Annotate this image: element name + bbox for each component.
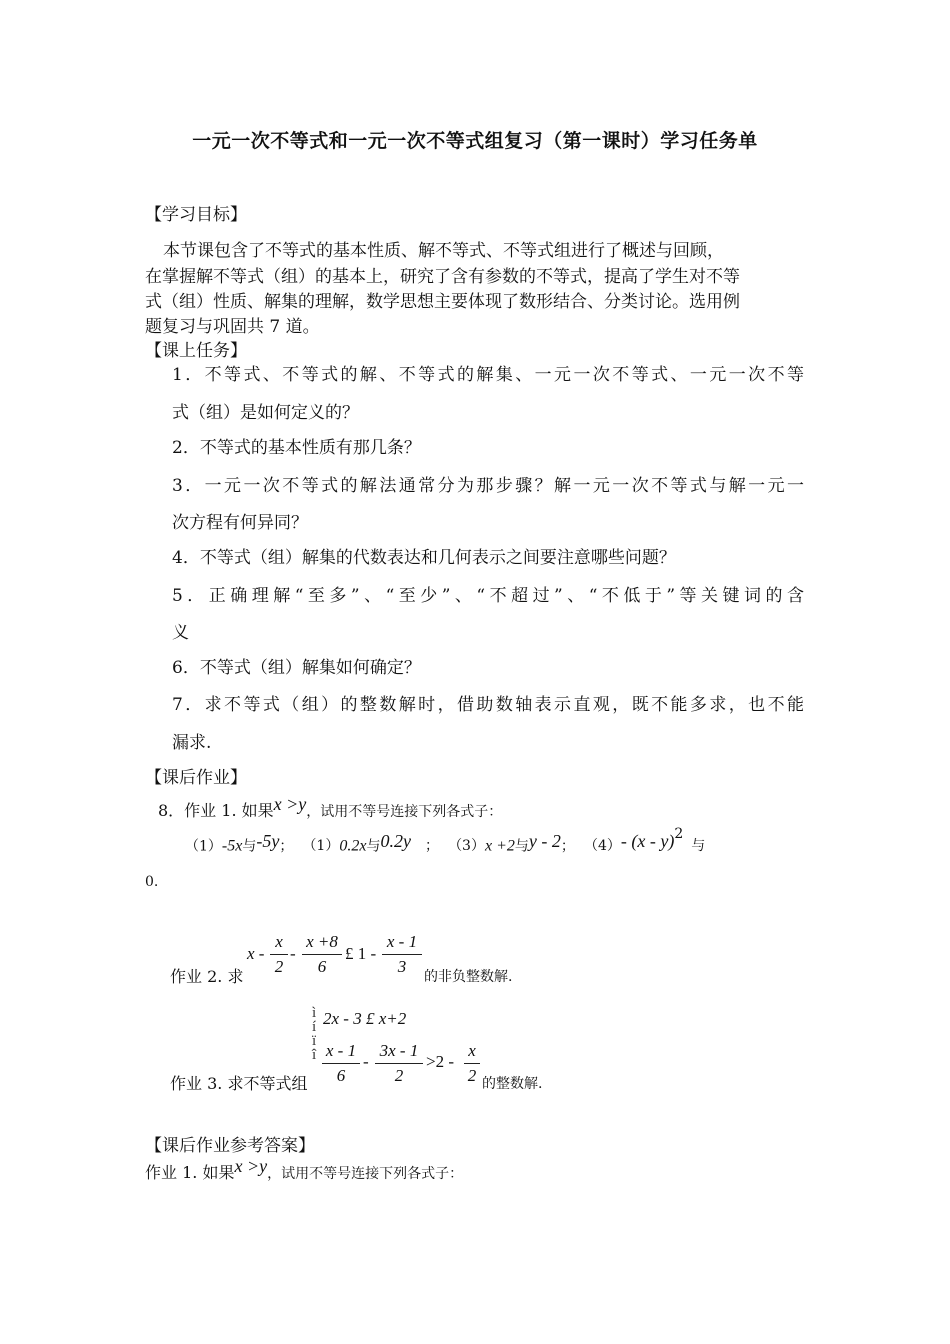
brace-icon: ì í ï î (312, 1005, 317, 1063)
tasks-heading: 【课上任务】 (145, 341, 247, 361)
hw1-line (158, 794, 503, 821)
hw2-fraction-1 (270, 932, 288, 977)
hw3-f2-den: 2 (394, 1066, 404, 1085)
goals-line-1: 本节课包含了不等式的基本性质、解不等式、不等式组进行了概述与回顾， (163, 241, 724, 261)
hw2-op-1: - (290, 944, 296, 963)
part-2-label: （1） (302, 838, 340, 855)
hw1-condition: x >y (273, 794, 307, 814)
hw3-fraction-3 (464, 1041, 480, 1086)
part-3-conj: 与 (514, 838, 529, 855)
part-1-b: -5y (256, 831, 280, 852)
part-4-b: 0. (145, 874, 159, 890)
hw3-prefix: 作业 3. 求不等式组 (170, 1074, 308, 1093)
goals-line-3: 式（组）性质、解集的理解，数学思想主要体现了数形结合、分类讨论。选用例 (145, 292, 740, 312)
hw2-f3-num: x - 1 (386, 932, 418, 951)
part-4-label: （4） (583, 838, 621, 855)
hw2-f2-den: 6 (317, 957, 327, 976)
hw3-fraction-1 (322, 1041, 360, 1086)
answer-prefix: 作业 1. 如果 (145, 1163, 235, 1182)
part-1-conj: 与 (242, 838, 257, 855)
part-3-a: x +2 (484, 837, 515, 855)
task-line-11: 漏求. (172, 733, 212, 753)
task-line-4: 3．一元一次不等式的解法通常分为那步骤？解一元一次不等式与解一元一 (172, 476, 804, 496)
hw3-f3-num: x (468, 1041, 476, 1060)
part-4-a: - (x - y) (620, 831, 675, 852)
hw3-f3-den: 2 (467, 1066, 477, 1085)
hw3-f1-den: 6 (336, 1066, 346, 1085)
part-4-exponent: 2 (674, 826, 684, 842)
hw2-prefix: 作业 2. 求 (170, 967, 244, 986)
goals-heading: 【学习目标】 (145, 205, 247, 225)
task-line-5: 次方程有何异同？ (172, 513, 308, 533)
hw2-f3-den: 3 (397, 957, 407, 976)
hw2-f1-num: x (275, 932, 283, 951)
goals-line-4: 题复习与巩固共 7 道。 (145, 317, 320, 337)
goals-line-2: 在掌握解不等式（组）的基本上，研究了含有参数的不等式，提高了学生对不等 (145, 267, 740, 287)
part-2-b: 0.2y (380, 831, 411, 852)
hw3-op: - (363, 1052, 369, 1071)
task-line-7: 5．正确理解“至多”、“至少”、“不超过”、“不低于”等关键词的含 (172, 586, 804, 606)
hw3-relation: >2 - (426, 1052, 454, 1071)
hw2-fraction-2 (302, 932, 342, 977)
hw3-row-1: 2x - 3 £ x+2 (323, 1009, 407, 1028)
homework-heading: 【课后作业】 (145, 768, 247, 788)
hw2-f2-num: x +8 (306, 932, 338, 951)
part-3-sep: ； (560, 838, 575, 855)
answers-heading: 【课后作业参考答案】 (145, 1136, 315, 1156)
part-2-a: 0.2x (339, 837, 367, 855)
part-2-conj: 与 (366, 838, 381, 855)
hw3-f2-num: 3x - 1 (379, 1041, 419, 1060)
hw1-prefix: 8．作业 1. 如果 (158, 801, 274, 820)
part-1-a: -5x (221, 837, 243, 855)
hw1-suffix: ，试用不等号连接下列各式子： (306, 804, 503, 820)
hw3-fraction-2 (375, 1041, 423, 1086)
hw3-suffix: 的整数解. (482, 1076, 543, 1092)
part-4-conj: 与 (691, 838, 706, 855)
task-line-8: 义 (172, 623, 189, 643)
task-line-3: 2．不等式的基本性质有那几条？ (172, 438, 421, 458)
task-line-10: 7．求不等式（组）的整数解时，借助数轴表示直观，既不能多求，也不能 (172, 695, 804, 715)
hw2-f1-den: 2 (274, 957, 284, 976)
hw2-term-1: x - (247, 944, 265, 963)
task-line-2: 式（组）是如何定义的？ (172, 403, 359, 423)
task-line-1: 1．不等式、不等式的解、不等式的解集、一元一次不等式、一元一次不等 (172, 365, 804, 385)
part-1-sep: ； (279, 838, 294, 855)
hw3-f1-num: x - 1 (325, 1041, 357, 1060)
task-line-6: 4．不等式（组）解集的代数表达和几何表示之间要注意哪些问题？ (172, 548, 676, 568)
task-line-9: 6．不等式（组）解集如何确定？ (172, 658, 421, 678)
answer-line-1 (145, 1156, 464, 1183)
part-2-sep: ； (424, 838, 439, 855)
hw2-suffix: 的非负整数解. (424, 969, 513, 985)
answer-suffix: ，试用不等号连接下列各式子： (267, 1166, 464, 1182)
hw2-fraction-3 (382, 932, 422, 977)
page-title: 一元一次不等式和一元一次不等式组复习（第一课时）学习任务单 (192, 130, 758, 152)
hw1-parts (185, 826, 706, 855)
part-3-b: y - 2 (528, 831, 561, 852)
part-3-label: （3） (448, 838, 485, 855)
part-1-label: （1） (185, 838, 222, 855)
hw2-relation: £ 1 - (345, 944, 377, 963)
answer-condition: x >y (234, 1156, 268, 1176)
